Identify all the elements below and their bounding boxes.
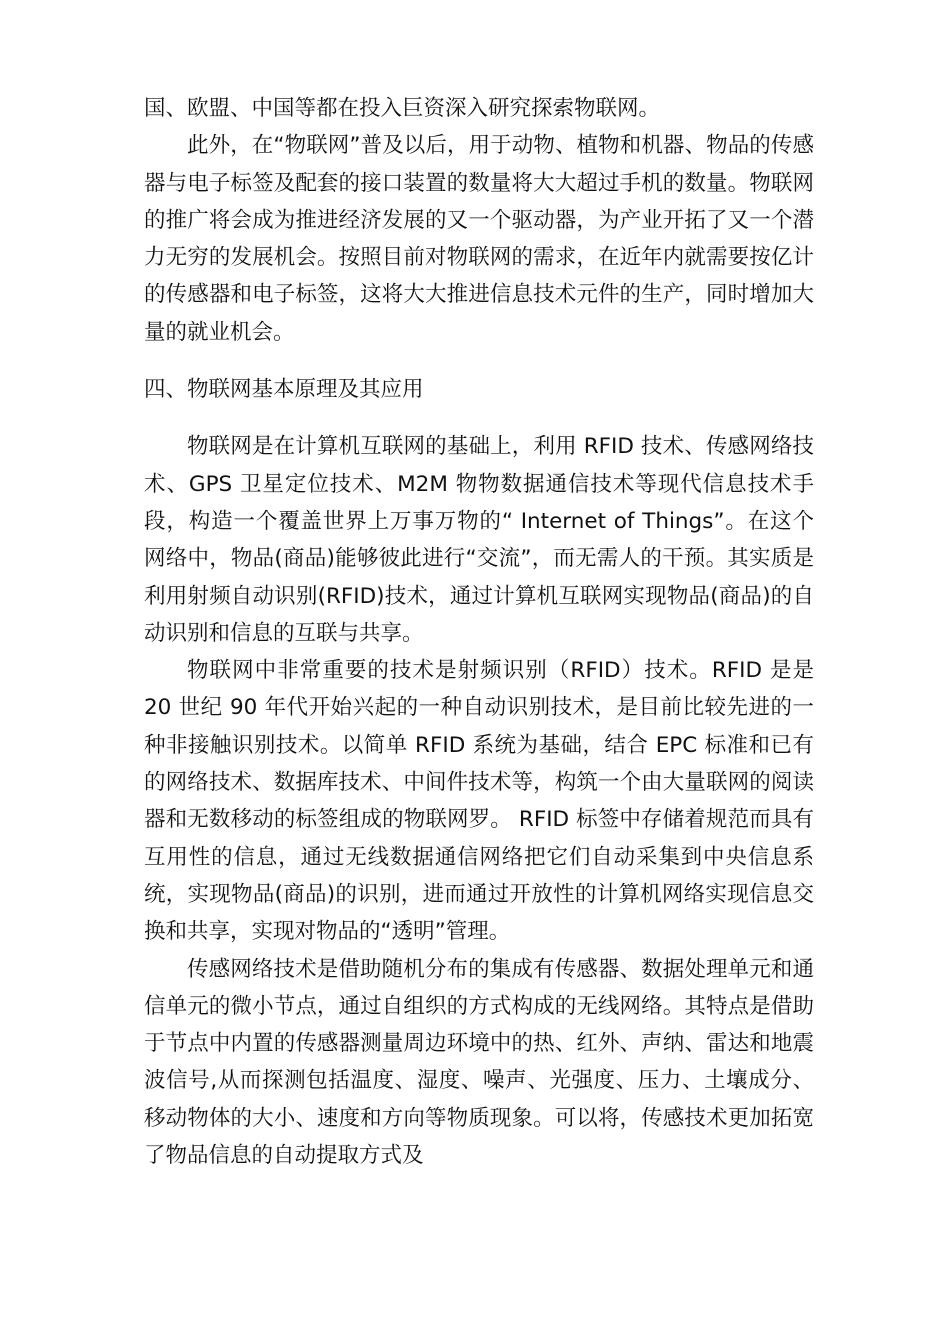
paragraph-iot-definition: 物联网是在计算机互联网的基础上，利用 RFID 技术、传感网络技术、GPS 卫星定位技术、M2M 物物数据通信技术等现代信息技术手段，构造一个覆盖世界上万事万物的“ Internet of Things”。在这个网络中，物品(商品)能够彼此进行“交流”，而无需人的干预。其实质是利用射频自动识别(RFID)技术，通过计算机互联网实现物品(商品)的自动识别和信息的互联与共享。	[144, 434, 814, 646]
paragraph-sensor-network: 传感网络技术是借助随机分布的集成有传感器、数据处理单元和通信单元的微小节点，通过自组织的方式构成的无线网络。其特点是借助于节点中内置的传感器测量周边环境中的热、红外、声纳、雷达和地震波信号,从而探测包括温度、湿度、噪声、光强度、压力、土壤成分、移动物体的大小、速度和方向等物质现象。可以将，传感技术更加拓宽了物品信息的自动提取方式及	[144, 956, 814, 1169]
document-body	[144, 90, 814, 1174]
paragraph-rfid: 物联网中非常重要的技术是射频识别（RFID）技术。RFID 是是 20 世纪 90 年代开始兴起的一种自动识别技术，是目前比较先进的一种非接触识别技术。以简单 RFID 系统为基础，结合 EPC 标准和已有的网络技术、数据库技术、中间件技术等，构筑一个由大量联网的阅读器和无数移动的标签组成的物联网罗。 RFID 标签中存储着规范而具有互用性的信息，通过无线数据通信网络把它们自动采集到中央信息系统，实现物品(商品)的识别，进而通过开放性的计算机网络实现信息交换和共享，实现对物品的“透明”管理。	[144, 658, 814, 945]
paragraph-iot-impact: 此外，在“物联网”普及以后，用于动物、植物和机器、物品的传感器与电子标签及配套的接口装置的数量将大大超过手机的数量。物联网的推广将会成为推进经济发展的又一个驱动器，为产业开拓了又一个潜力无穷的发展机会。按照目前对物联网的需求，在近年内就需要按亿计的传感器和电子标签，这将大大推进信息技术元件的生产，同时增加大量的就业机会。	[144, 133, 814, 345]
paragraph-continuation: 国、欧盟、中国等都在投入巨资深入研究探索物联网。	[144, 96, 661, 121]
section-heading: 四、物联网基本原理及其应用	[144, 377, 424, 403]
